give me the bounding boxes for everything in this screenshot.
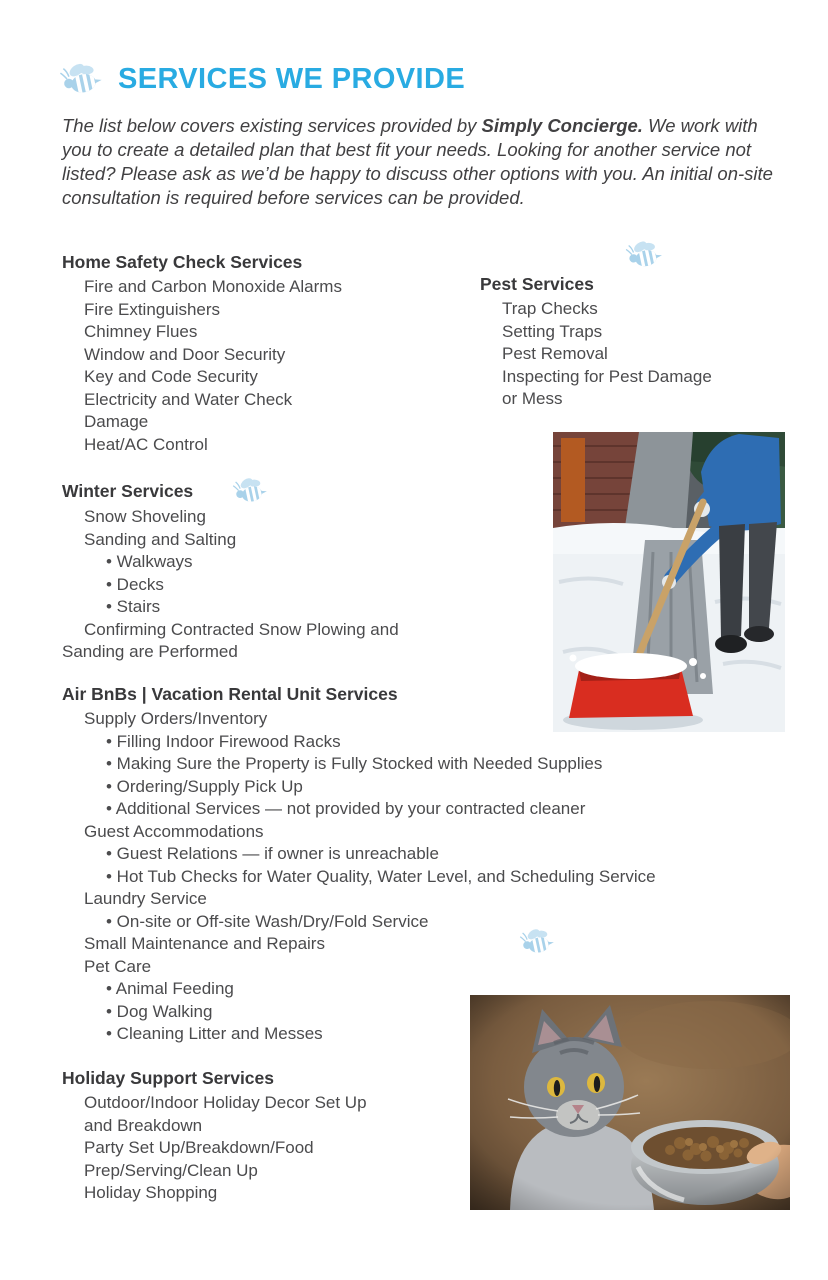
pest-bee-wrap [624,238,664,276]
service-item: • Guest Relations — if owner is unreachable [106,844,439,863]
service-item: • Stairs [106,597,161,616]
airbnb-section [62,684,786,1046]
page-header [58,60,465,98]
bee-icon [624,238,664,271]
service-item: Key and Code Security [84,367,258,386]
service-item: Guest Accommodations [84,821,264,841]
home-safety-section [62,252,472,456]
airbnb-title: Air BnBs | Vacation Rental Unit Services [62,684,398,704]
service-item: Outdoor/Indoor Holiday Decor Set Up and Breakdown [84,1093,367,1135]
winter-title: Winter Services [62,480,194,501]
bee-icon [518,926,556,957]
service-item: Heat/AC Control [84,434,208,454]
holiday-title: Holiday Support Services [62,1068,275,1088]
service-item: • Decks [106,574,164,594]
service-item: Small Maintenance and Repairs [84,934,325,953]
holiday-section [62,1068,462,1205]
service-item: Confirming Contracted Snow Plowing and Sanding are Performed [62,619,399,661]
pest-title: Pest Services [480,274,594,294]
service-item: • On-site or Off-site Wash/Dry/Fold Service [106,911,429,931]
service-item: Party Set Up/Breakdown/Food Prep/Serving/Clean Up [84,1138,314,1180]
service-item: Supply Orders/Inventory [84,709,268,728]
winter-title-row [62,479,532,506]
service-item: Chimney Flues [84,322,198,341]
service-item: Sanding and Salting [84,529,237,549]
brand-name: Simply Concierge. [481,115,643,136]
airbnb-bee-wrap [518,926,556,962]
service-item: • Walkways [106,552,193,571]
pest-section [480,274,780,411]
holiday-list [62,1092,462,1205]
service-item: Electricity and Water Check Damage [84,389,293,431]
pest-list [480,298,780,411]
winter-section [62,479,532,664]
service-item: • Making Sure the Property is Fully Stocked with Needed Supplies [106,754,603,773]
service-item: • Hot Tub Checks for Water Quality, Water Level, and Scheduling Service [106,866,656,886]
service-item: • Dog Walking [106,1001,213,1021]
service-item: • Animal Feeding [106,979,234,998]
service-item: Fire and Carbon Monoxide Alarms [84,277,342,296]
service-item: Setting Traps [502,321,603,341]
intro-text-1: The list below covers existing services provided by [62,115,482,136]
home-safety-title: Home Safety Check Services [62,252,303,272]
service-item: Pest Removal [502,344,608,363]
service-item: Snow Shoveling [84,507,206,526]
service-item: Laundry Service [84,889,207,908]
home-safety-list [62,276,472,456]
service-item: Holiday Shopping [84,1183,218,1202]
intro-text-2: We work with you to create a detailed plan that best fit your needs. Looking for another service not listed? Please ask as we’d be happy to discuss other options with you. An initial on-site consultation is required before services can be provided. [62,115,773,208]
service-item: • Cleaning Litter and Messes [106,1024,323,1043]
bee-icon [231,475,269,506]
intro-paragraph [62,114,788,210]
winter-list [62,506,532,664]
service-item: Window and Door Security [84,344,286,364]
cat-feeding-photo [470,995,790,1210]
service-item: Trap Checks [502,299,598,318]
service-item: Pet Care [84,956,152,976]
cat-feeding-photo-art [470,995,790,1210]
bee-icon [58,60,104,98]
service-item: • Filling Indoor Firewood Racks [106,731,341,751]
service-item: • Additional Services — not provided by your contracted cleaner [106,799,586,818]
service-item: Fire Extinguishers [84,299,221,319]
service-item: • Ordering/Supply Pick Up [106,776,303,796]
page-title: SERVICES WE PROVIDE [118,62,466,95]
service-item: Inspecting for Pest Damage or Mess [502,366,712,408]
